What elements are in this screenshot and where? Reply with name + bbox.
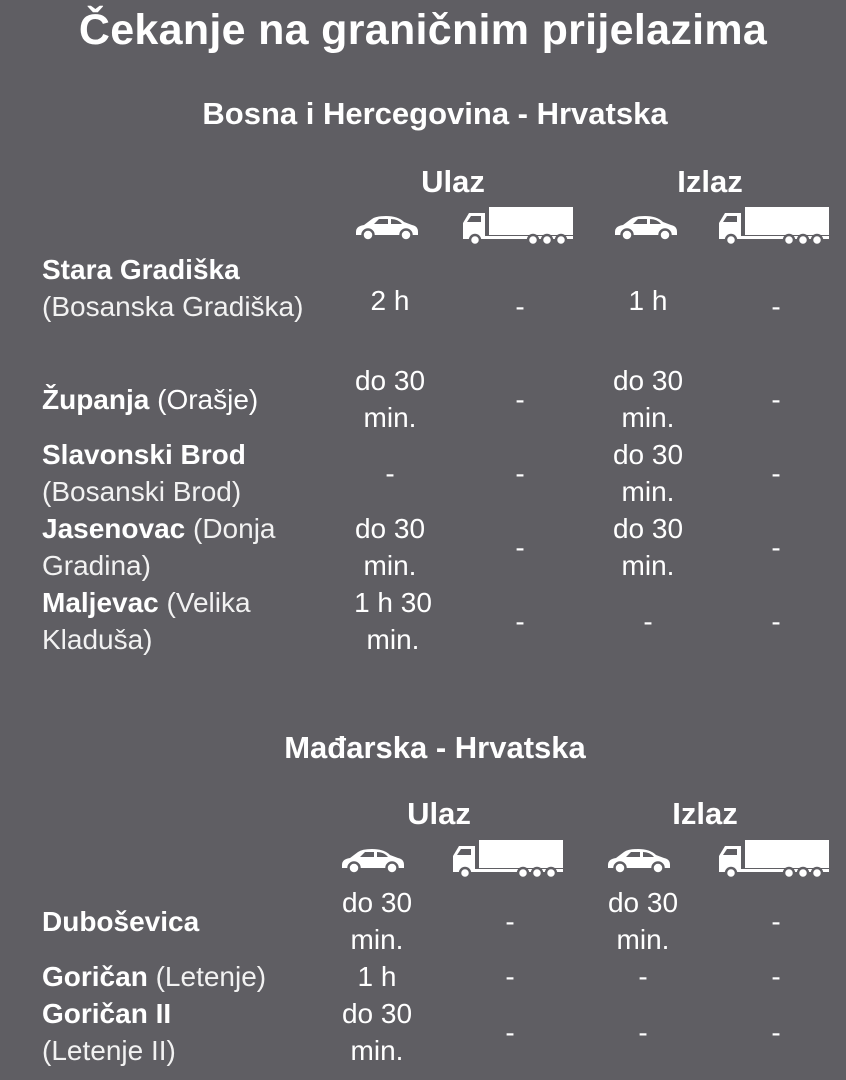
ulaz-car-value: do 30 min.	[341, 998, 413, 1066]
izlaz-car-value: do 30 min.	[612, 365, 684, 433]
ulaz-truck-value: -	[505, 961, 515, 992]
ulaz-truck-value: -	[515, 383, 525, 415]
crossing-name-sub: (Bosanska Gradiška)	[42, 291, 304, 322]
ulaz-truck-value: -	[515, 291, 525, 322]
section-title-bih: Bosna i Hercegovina - Hrvatska	[202, 96, 668, 131]
crossing-name-sub: (Bosanski Brod)	[42, 476, 242, 507]
izlaz-car-value: do 30 min.	[612, 439, 684, 507]
section-title-hu: Mađarska - Hrvatska	[284, 730, 586, 765]
table-row	[0, 958, 846, 995]
ulaz-car-value: 2 h	[370, 285, 410, 316]
table-row	[0, 584, 846, 658]
crossing-name	[42, 251, 322, 325]
crossing-name	[42, 584, 302, 658]
izlaz-truck-value: -	[771, 383, 781, 415]
table-row	[0, 884, 846, 958]
car-icon	[338, 845, 406, 875]
table-row	[0, 436, 846, 510]
crossing-name-main: Goričan II	[42, 998, 172, 1029]
ulaz-truck-value: -	[505, 1016, 515, 1048]
crossing-name-main: Goričan	[42, 961, 148, 992]
truck-icon	[451, 838, 565, 880]
crossing-name-main: Stara Gradiška	[42, 254, 240, 285]
crossing-name	[42, 995, 322, 1069]
crossing-name-sub: (Velika Kladuša)	[42, 587, 251, 655]
izlaz-truck-value: -	[771, 1016, 781, 1048]
ulaz-label: Ulaz	[407, 796, 471, 831]
crossing-name-main: Duboševica	[42, 905, 200, 937]
car-icon	[604, 845, 672, 875]
crossing-name	[42, 362, 332, 436]
izlaz-truck-value: -	[771, 905, 781, 937]
ulaz-truck-value: -	[515, 605, 525, 637]
truck-icon	[717, 205, 831, 247]
ulaz-car-value: 1 h 30 min.	[354, 587, 432, 655]
truck-icon	[717, 838, 831, 880]
ulaz-car-value: 1 h	[357, 961, 397, 992]
crossing-name-sub: (Orašje)	[157, 383, 259, 415]
ulaz-car-value: do 30 min.	[354, 365, 426, 433]
crossing-name-main: Slavonski Brod	[42, 439, 246, 470]
table-row	[0, 362, 846, 436]
crossing-name-sub: (Donja Gradina)	[42, 513, 276, 581]
crossing-name-main: Jasenovac	[42, 513, 186, 544]
izlaz-label: Izlaz	[677, 164, 743, 199]
car-icon	[352, 212, 420, 242]
izlaz-car-value: -	[643, 605, 653, 637]
table-row	[0, 251, 846, 362]
ulaz-truck-value: -	[505, 905, 515, 937]
ulaz-car-value: do 30 min.	[354, 513, 426, 581]
izlaz-car-value: 1 h	[628, 285, 668, 316]
izlaz-car-value: do 30 min.	[607, 887, 679, 955]
izlaz-truck-value: -	[771, 605, 781, 637]
truck-icon	[461, 205, 575, 247]
izlaz-car-value: -	[638, 1016, 648, 1048]
crossing-name	[42, 510, 332, 584]
ulaz-truck-value: -	[515, 531, 525, 563]
car-icon	[611, 212, 679, 242]
izlaz-truck-value: -	[771, 457, 781, 489]
izlaz-label: Izlaz	[672, 796, 738, 831]
izlaz-truck-value: -	[771, 291, 781, 322]
ulaz-car-value: -	[385, 457, 395, 489]
ulaz-car-value: do 30 min.	[341, 887, 413, 955]
crossing-name-main: Županja	[42, 383, 150, 415]
crossing-name-sub: (Letenje II)	[42, 1035, 176, 1066]
izlaz-truck-value: -	[771, 961, 781, 992]
izlaz-truck-value: -	[771, 531, 781, 563]
crossing-name	[42, 884, 322, 958]
ulaz-truck-value: -	[515, 457, 525, 489]
izlaz-car-value: do 30 min.	[612, 513, 684, 581]
ulaz-label: Ulaz	[421, 164, 485, 199]
crossing-name	[42, 436, 322, 510]
page-title: Čekanje na graničnim prijelazima	[78, 6, 768, 54]
table-row	[0, 995, 846, 1069]
table-row	[0, 510, 846, 584]
crossing-name-main: Maljevac	[42, 587, 159, 618]
crossing-name	[42, 958, 332, 995]
crossing-name-sub: (Letenje)	[155, 961, 267, 992]
izlaz-car-value: -	[638, 961, 648, 992]
